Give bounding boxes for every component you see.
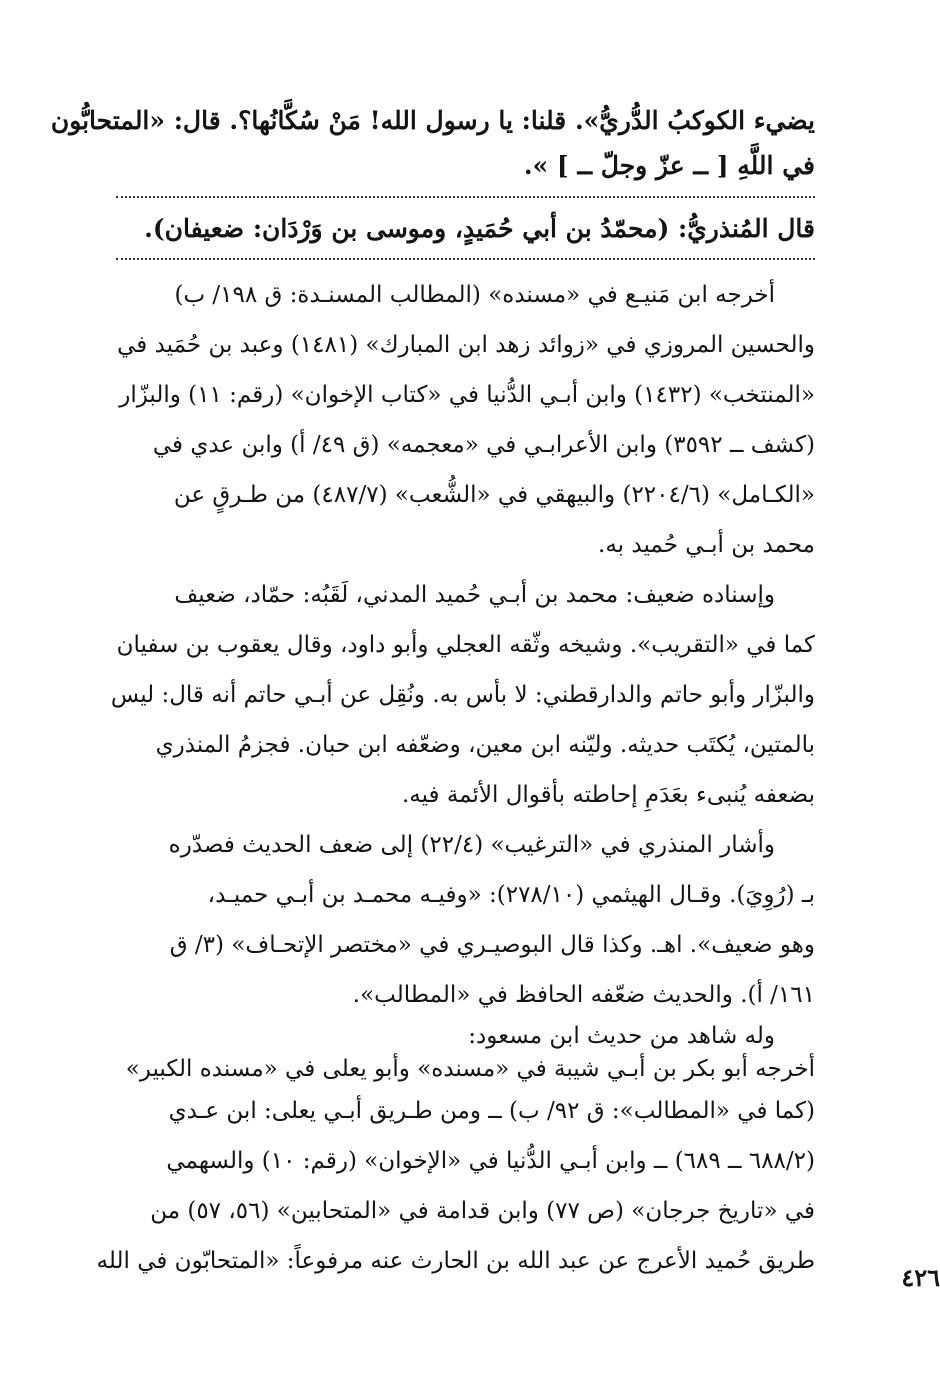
mundhiri-note	[116, 208, 815, 250]
commentary-line: بالمتين، يُكتَب حديثه. وليّنه ابن معين، وضعّفه ابن حبان. فجزمُ المنذري	[155, 732, 815, 758]
commentary-line: (٦٨٨/٢ ــ ٦٨٩) ــ وابن أبـي الدُّنيا في «الإخوان» (رقم: ١٠) والسهمي	[166, 1148, 815, 1174]
hadith-line: في اللَّهِ [ ــ عزّ وجلّ ــ ] ».	[523, 151, 815, 180]
page-number: ٤٢٦	[901, 1263, 940, 1292]
witness-intro: وله شاهد من حديث ابن مسعود:	[468, 1023, 775, 1049]
commentary	[96, 270, 815, 1286]
commentary-line: بـ (رُوِيَ). وقـال الهيثمي (٢٧٨/١٠): «وفيـه محمـد بن أبـي حميـد،	[207, 882, 815, 908]
commentary-line: طريق حُميد الأعرج عن عبد الله بن الحارث عنه مرفوعاً: «المتحابّون في الله	[96, 1248, 815, 1274]
commentary-line: «الكـامل» (٢٢٠٤/٦) والبيهقي في «الشُّعب» (٤٨٧/٧) من طـرقٍ عن	[173, 482, 815, 508]
commentary-line: والبزّار وأبو حاتم والدارقطني: لا بأس به. ونُقِل عن أبـي حاتم أنه قال: ليس	[110, 682, 815, 708]
commentary-line: ١٦١/ أ). والحديث ضعّفه الحافظ في «المطالب».	[352, 982, 815, 1008]
dotted-separator	[116, 258, 815, 260]
dotted-separator	[116, 196, 815, 198]
hadith-text	[50, 98, 815, 188]
commentary-line: والحسين المروزي في «زوائد زهد ابن المبارك» (١٤٨١) وعبد بن حُمَيد في	[117, 332, 815, 358]
commentary-line: أخرجه أبو بكر بن أبـي شيبة في «مسنده» وأبو يعلى في «مسنده الكبير»	[125, 1056, 815, 1082]
commentary-line: وأشار المنذري في «الترغيب» (٢٢/٤) إلى ضعف الحديث فصدّره	[168, 832, 775, 858]
commentary-line: وهو ضعيف». اهـ. وكذا قال البوصيـري في «مختصر الإتحـاف» (٣/ ق	[169, 932, 815, 958]
commentary-line: أخرجه ابن مَنيـع في «مسنده» (المطالب المسنـدة: ق ١٩٨/ ب)	[174, 282, 775, 308]
hadith-line: يضيء الكوكبُ الدُّريُّ». قلنا: يا رسول الله! مَنْ سُكَّانُها؟. قال: «المتحابُّون	[50, 106, 815, 135]
commentary-line: «المنتخب» (١٤٣٢) وابن أبـي الدُّنيا في «كتاب الإخوان» (رقم: ١١) والبزّار	[119, 382, 815, 408]
commentary-line: محمد بن أبـي حُميد به.	[598, 532, 815, 558]
mundhiri-note-line: قال المُنذريُّ: (محمّدُ بن أبي حُمَيدٍ، وموسى بن وَرْدَان: ضعيفان).	[144, 214, 815, 243]
commentary-line: (كما في «المطالب»: ق ٩٢/ ب) ــ ومن طـريق أبـي يعلى: ابن عـدي	[168, 1098, 815, 1124]
commentary-line: كما في «التقريب». وشيخه وثّقه العجلي وأبو داود، وقال يعقوب بن سفيان	[116, 632, 815, 658]
commentary-line: بضعفه يُنبىء بعَدَمِ إحاطته بأقوال الأئمة فيه.	[401, 782, 815, 808]
commentary-line: (كشف ــ ٣٥٩٢) وابن الأعرابـي في «معجمه» (ق ٤٩/ أ) وابن عدي في	[152, 432, 815, 458]
commentary-line: وإسناده ضعيف: محمد بن أبـي حُميد المدني، لَقَبُه: حمّاد، ضعيف	[174, 582, 775, 608]
commentary-line: في «تاريخ جرجان» (ص ٧٧) وابن قدامة في «المتحابين» (٥٦، ٥٧) من	[150, 1198, 815, 1224]
